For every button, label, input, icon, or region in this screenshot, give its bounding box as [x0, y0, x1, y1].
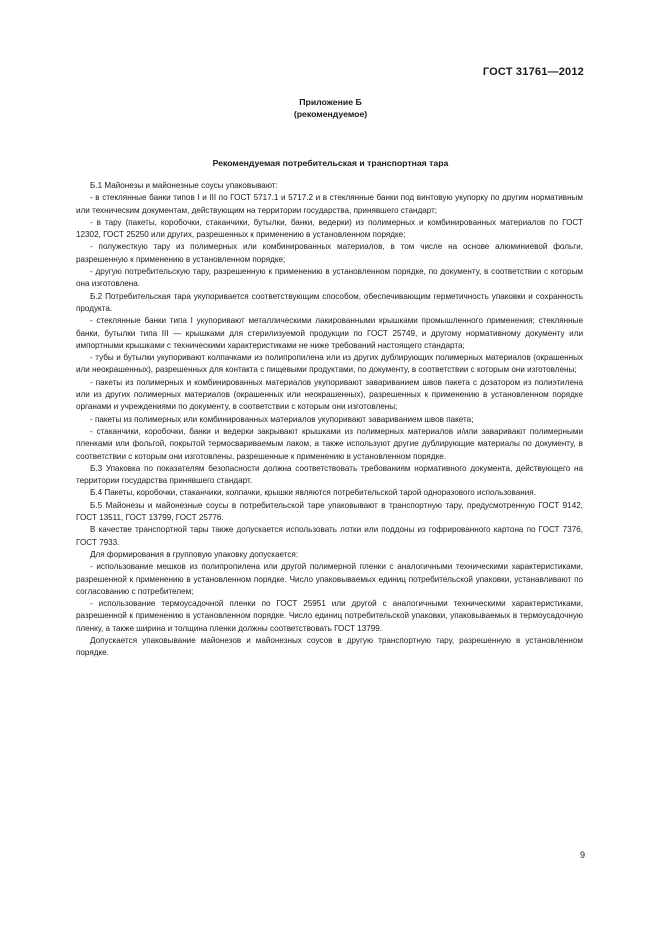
paragraph: - пакеты из полимерных и комбинированных материалов укупоривают завариванием швов пакета с дозатором из полиэтилена или из других полимерных материалов (окрашенных или неокрашенных), разрешенных к применению в установленном порядке органами и учреждениями по документу, в соответствии с которым они изготовлены; — [76, 377, 583, 412]
paragraph: - другую потребительскую тару, разрешенную к применению в установленном порядке, по документу, в соответствии с которым она изготовлена. — [76, 267, 583, 289]
standard-code: ГОСТ 31761—2012 — [482, 66, 584, 78]
paragraph: Б.3 Упаковка по показателям безопасности должна соответствовать требованиям нормативного документа, действующего на территории государства принявшего стандарт. — [76, 463, 583, 486]
paragraph: Б.2 Потребительская тара укупоривается соответствующим способом, обеспечивающим герметичность упаковки и сохранность продукта. — [76, 291, 583, 313]
paragraph: В качестве транспортной тары также допускается использовать лотки или поддоны из гофрированного картона по ГОСТ 7376, ГОСТ 7933. — [76, 525, 583, 547]
paragraph: - стеклянные банки типа I укупоривают металлическими лакированными крышками промышленного применения; стеклянные банки, бутылки типа III — крышками для стерилизуемой продукции по ГОСТ 25749, и другому нормативному документу или импортными крышками с техническими характеристиками не ниже требований настоящего стандарта; — [76, 316, 583, 350]
paragraph: Б.4 Пакеты, коробочки, стаканчики, колпачки, крышки являются потребительской тарой одноразового использования. — [90, 488, 536, 498]
paragraph: - полужесткую тару из полимерных или комбинированных материалов, в том числе на основе алюминиевой фольги, разрешенную к применению в установленном порядке; — [76, 242, 583, 264]
annex-heading — [0, 96, 661, 120]
page-number: 9 — [579, 850, 585, 860]
paragraph: - в тару (пакеты, коробочки, стаканчики, бутылки, банки, ведерки) из полимерных и комбинированных материалов по ГОСТ 12302, ГОСТ 25250 или других, разрешенных к применению в установленном порядке; — [76, 217, 583, 240]
paragraph: - в стеклянные банки типов I и III по ГОСТ 5717.1 и 5717.2 и в стеклянные банки под винтовую укупорку по другим нормативным или техническим документам, действующим на территории государства, принявшего стандарт; — [76, 193, 583, 215]
paragraph: Для формирования в групповую упаковку допускается: — [90, 549, 299, 559]
paragraph: - использование термоусадочной пленки по ГОСТ 25951 или другой с аналогичными техническими характеристиками, разрешенной к применению в установленном порядке. Число единиц потребительской упаковки, упаковываемых в термоусадочную пленку, а также ширина и толщина пленки должны соответствовать ГОСТ 13799. — [76, 599, 583, 633]
annex-status: (рекомендуемое) — [293, 109, 368, 119]
body-text — [76, 180, 583, 660]
paragraph: - использование мешков из полипропилена или другой полимерной пленки с аналогичными техническими характеристиками, разрешенной к применению в установленном порядке. Число упаковываемых единиц потребительской упаковки, устанавливают по согласованию с потребителем; — [76, 562, 583, 596]
paragraph: Б.1 Майонезы и майонезные соусы упаковывают: — [90, 181, 278, 190]
paragraph: - стаканчики, коробочки, банки и ведерки закрывают крышками из полимерных материалов и/или заваривают полимерными пленками или фольгой, покрытой термосвариваемым лаком, а также используют другие дублирующие материалы по документу, в соответствии с которым они изготовлены, разрешенные к применению в установленном порядке. — [76, 426, 583, 461]
section-title: Рекомендуемая потребительская и транспортная тара — [212, 158, 449, 168]
paragraph: - тубы и бутылки укупоривают колпачками из полипропилена или из других дублирующих полимерных материалов (окрашенных или неокрашенных), разрешенных для контакта с пищевыми продуктами, по документу, в соответствии с которым они изготовлены; — [76, 353, 583, 375]
paragraph: - пакеты из полимерных или комбинированных материалов укупоривают завариванием швов пакета; — [90, 414, 474, 424]
paragraph: Допускается упаковывание майонезов и майонезных соусов в другую транспортную тару, разрешенную в установленном порядке. — [76, 635, 583, 658]
annex-label: Приложение Б — [299, 97, 362, 107]
paragraph: Б.5 Майонезы и майонезные соусы в потребительской таре упаковывают в транспортную тару, предусмотренную ГОСТ 9142, ГОСТ 13511, ГОСТ 13799, ГОСТ 25776. — [76, 500, 583, 523]
